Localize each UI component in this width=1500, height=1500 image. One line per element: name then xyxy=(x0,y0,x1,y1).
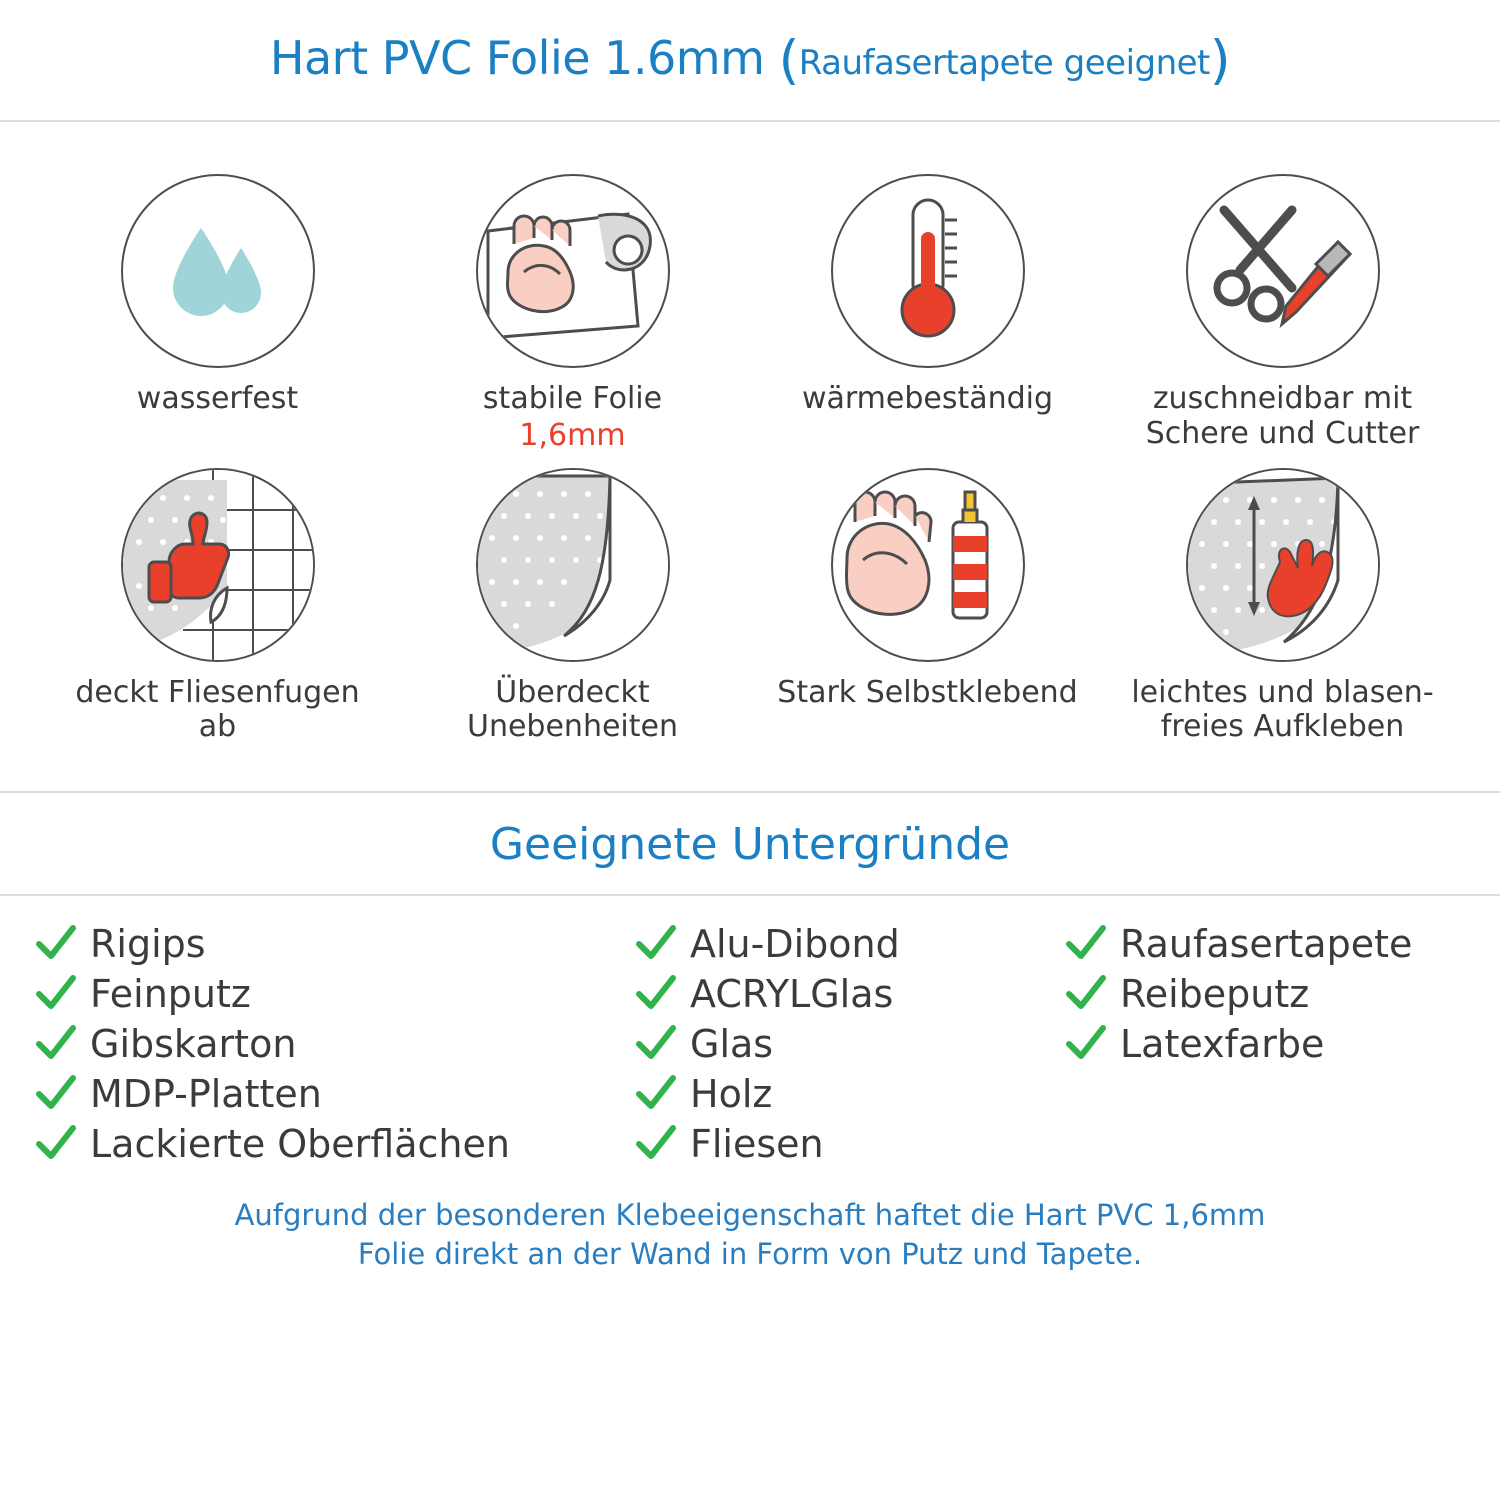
feature-label xyxy=(777,676,1077,711)
list-item xyxy=(34,1122,634,1166)
feature-label-text: Stark Selbstklebend xyxy=(777,674,1078,710)
feature-item xyxy=(1105,174,1460,454)
list-item xyxy=(34,1022,634,1066)
list-item-label: Lackierte Oberflächen xyxy=(90,1121,510,1166)
list-item xyxy=(1064,972,1466,1016)
list-item xyxy=(34,972,634,1016)
list-item xyxy=(1064,922,1466,966)
list-item-label: Alu-Dibond xyxy=(690,921,900,966)
title-paren-close: ) xyxy=(1209,29,1231,91)
list-item-label: Latexfarbe xyxy=(1120,1021,1325,1066)
feature-item xyxy=(750,468,1105,746)
footer-note xyxy=(0,1196,1500,1274)
title-sub: Raufasertapete geeignet xyxy=(798,42,1210,83)
feature-label-text: wärmebeständig xyxy=(801,381,1054,416)
list-item-label: Holz xyxy=(690,1071,773,1116)
check-icon xyxy=(634,922,678,966)
check-icon xyxy=(634,972,678,1016)
list-item xyxy=(34,1072,634,1116)
section-title-text: Geeignete Untergründe xyxy=(489,819,1011,871)
feature-item xyxy=(40,468,395,746)
feature-item xyxy=(395,174,750,454)
list-item xyxy=(634,972,1064,1016)
feature-label-text: zuschneidbar mit Schere und Cutter xyxy=(1145,381,1420,451)
list-item-label: Gibskarton xyxy=(90,1021,297,1066)
feature-label xyxy=(1118,382,1448,452)
feature-label xyxy=(802,382,1053,417)
feature-item xyxy=(40,174,395,454)
list-item xyxy=(634,1022,1064,1066)
list-item xyxy=(1064,1022,1466,1066)
list-item-label: Rigips xyxy=(90,921,206,966)
list-item xyxy=(634,1072,1064,1116)
page-title xyxy=(270,30,1230,91)
feature-label xyxy=(483,382,662,454)
thermometer-icon xyxy=(831,174,1025,368)
feature-label-text: deckt Fliesenfugen ab xyxy=(75,674,360,745)
title-main: Hart PVC Folie 1.6mm xyxy=(269,30,765,85)
feature-item xyxy=(395,468,750,746)
surfaces-list xyxy=(0,896,1500,1166)
feature-label-text: leichtes und blasen- freies Aufkleben xyxy=(1131,674,1434,745)
check-icon xyxy=(1064,972,1108,1016)
hand-smoothing-icon xyxy=(1186,468,1380,662)
thumbs-up-tiles-icon xyxy=(121,468,315,662)
feature-label xyxy=(1118,676,1448,746)
footer-line-2: Folie direkt an der Wand in Form von Putz und Tapete. xyxy=(357,1237,1143,1272)
check-icon xyxy=(634,1022,678,1066)
section-title xyxy=(0,793,1500,896)
feature-label xyxy=(53,676,383,746)
feature-label-text: Überdeckt Unebenheiten xyxy=(467,674,678,745)
list-item-label: Glas xyxy=(690,1021,774,1066)
feature-label-text: wasserfest xyxy=(136,381,299,416)
list-item-label: MDP-Platten xyxy=(90,1071,322,1116)
check-icon xyxy=(34,1072,78,1116)
arm-glue-icon xyxy=(831,468,1025,662)
peeling-film-icon xyxy=(476,468,670,662)
feature-sub-label: 1,6mm xyxy=(519,417,626,453)
surfaces-column-3 xyxy=(1064,922,1466,1166)
list-item-label: ACRYLGlas xyxy=(690,971,894,1016)
feature-grid xyxy=(0,122,1500,745)
list-item-label: Raufasertapete xyxy=(1120,921,1413,966)
list-item xyxy=(634,1122,1064,1166)
feature-item xyxy=(1105,468,1460,746)
feature-item xyxy=(750,174,1105,454)
footer-line-1: Aufgrund der besonderen Klebeeigenschaft haftet die Hart PVC 1,6mm xyxy=(234,1198,1266,1233)
water-drops-icon xyxy=(121,174,315,368)
check-icon xyxy=(34,1022,78,1066)
check-icon xyxy=(634,1122,678,1166)
strong-film-arm-icon xyxy=(476,174,670,368)
list-item-label: Feinputz xyxy=(90,971,251,1016)
list-item-label: Reibeputz xyxy=(1120,971,1310,1016)
check-icon xyxy=(1064,922,1108,966)
list-item xyxy=(34,922,634,966)
feature-label-text: stabile Folie xyxy=(482,381,663,416)
feature-label xyxy=(408,676,738,746)
check-icon xyxy=(34,972,78,1016)
scissors-cutter-icon xyxy=(1186,174,1380,368)
feature-label xyxy=(137,382,298,417)
check-icon xyxy=(34,1122,78,1166)
check-icon xyxy=(634,1072,678,1116)
check-icon xyxy=(1064,1022,1108,1066)
list-item xyxy=(634,922,1064,966)
list-item-label: Fliesen xyxy=(690,1121,824,1166)
page-header xyxy=(0,0,1500,122)
check-icon xyxy=(34,922,78,966)
surfaces-column-2 xyxy=(634,922,1064,1166)
title-paren-open: ( xyxy=(778,29,799,91)
surfaces-column-1 xyxy=(34,922,634,1166)
